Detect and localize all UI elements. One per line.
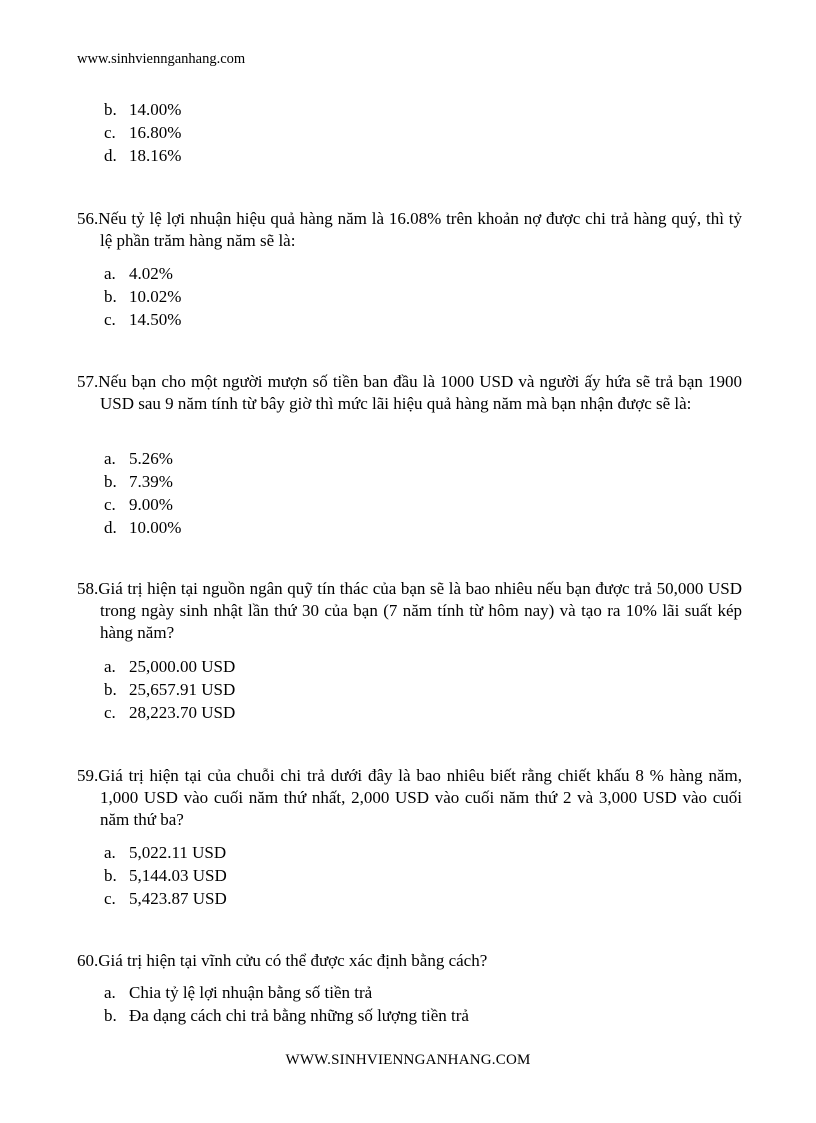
option: b. 10.02% [104,287,182,306]
option: b. 7.39% [104,472,173,491]
page-header-site: www.sinhviennganhang.com [77,51,246,67]
question-number: 58. [77,579,99,598]
question-60-options [104,981,469,1027]
option: b. 14.00% [104,100,182,119]
option: c. 28,223.70 USD [104,703,236,722]
question-60 [77,950,742,972]
option: a. 25,000.00 USD [104,657,236,676]
question-56 [77,208,742,252]
question-56-options [104,262,181,331]
option: a. Chia tỷ lệ lợi nhuận bằng số tiền trả [104,983,373,1002]
question-number: 60. [77,951,99,970]
question-number: 56. [77,209,99,228]
option: b. 5,144.03 USD [104,866,227,885]
option: b. Đa dạng cách chi trả bằng những số lượng tiền trả [104,1006,469,1025]
question-text: Nếu bạn cho một người mượn số tiền ban đầu là 1000 USD và người ấy hứa sẽ trả bạn 1900 USD sau 9 năm tính từ bây giờ thì mức lãi hiệu quả hàng năm mà bạn nhận được sẽ là: [98,372,742,413]
option: a. 5,022.11 USD [104,843,227,862]
question-number: 57. [77,372,99,391]
question-text: Nếu tỷ lệ lợi nhuận hiệu quả hàng năm là 16.08% trên khoản nợ được chi trả hàng quý, thì tỷ lệ phần trăm hàng năm sẽ là: [98,209,742,250]
option: d. 10.00% [104,518,182,537]
option: c. 5,423.87 USD [104,889,227,908]
question-58-options [104,655,235,724]
question-text: Giá trị hiện tại vĩnh cửu có thể được xác định bằng cách? [98,951,488,970]
question-text: Giá trị hiện tại nguồn ngân quỹ tín thác của bạn sẽ là bao nhiêu nếu bạn được trả 50,000 USD trong ngày sinh nhật lần thứ 30 của bạn (7 năm tính từ hôm nay) và tạo ra 10% lãi suất kép hàng năm? [98,579,742,642]
option: b. 25,657.91 USD [104,680,236,699]
question-57-options [104,447,181,539]
option: a. 5.26% [104,449,173,468]
option: d. 18.16% [104,146,182,165]
question-58 [77,578,742,644]
question-59-options [104,841,227,910]
page-footer-site: WWW.SINHVIENNGANHANG.COM [285,1052,531,1068]
question-57 [77,371,742,415]
question-number: 59. [77,766,99,785]
option: c. 16.80% [104,123,182,142]
continued-options [104,98,181,167]
question-text: Giá trị hiện tại của chuỗi chi trả dưới đây là bao nhiêu biết rằng chiết khấu 8 % hàng năm, 1,000 USD vào cuối năm thứ nhất, 2,000 USD vào cuối năm thứ 2 và 3,000 USD vào cuối năm thứ ba? [98,766,742,829]
option: c. 9.00% [104,495,173,514]
option: c. 14.50% [104,310,182,329]
option: a. 4.02% [104,264,173,283]
question-59 [77,765,742,831]
